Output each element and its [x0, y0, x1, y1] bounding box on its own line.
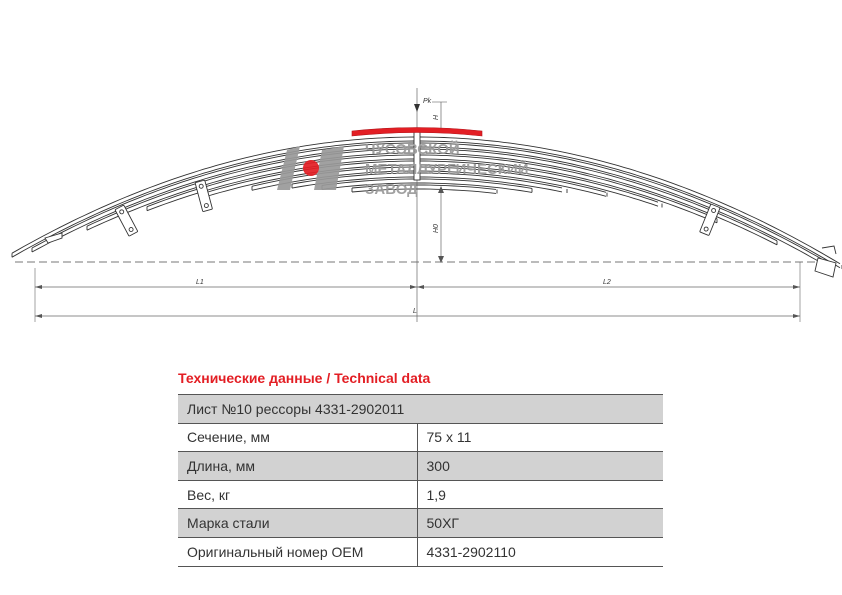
row-label: Марка стали [178, 509, 417, 538]
row-label: Сечение, мм [178, 423, 417, 452]
row-label: Длина, мм [178, 452, 417, 481]
table-row [178, 480, 663, 509]
l-arrow-left-icon [35, 314, 42, 318]
load-arrow-icon [414, 104, 420, 112]
table-row [178, 537, 663, 566]
row-value: 1,9 [417, 480, 663, 509]
technical-data-title: Технические данные / Technical data [178, 370, 431, 386]
logo-line-2: МЕТАЛЛУРГИЧЕСКИЙ [365, 161, 529, 178]
row-value: 300 [417, 452, 663, 481]
table-header-cell: Лист №10 рессоры 4331-2902011 [178, 395, 663, 424]
l-arrow-right-icon [793, 314, 800, 318]
l2-arrow-left-icon [417, 285, 424, 289]
logo-line-3: ЗАВОД [365, 181, 418, 198]
row-value: 50ХГ [417, 509, 663, 538]
l1-arrow-right-icon [410, 285, 417, 289]
row-label: Вес, кг [178, 480, 417, 509]
logo-line-1: ЧУСОВСКОЙ [365, 141, 460, 158]
table-row [178, 509, 663, 538]
logo-dot-icon [303, 160, 319, 176]
table-row [178, 423, 663, 452]
l1-arrow-left-icon [35, 285, 42, 289]
table-row [178, 452, 663, 481]
load-label: Pk [423, 98, 432, 105]
h-label: H [433, 114, 440, 120]
h0-label: H0 [433, 224, 440, 233]
spring-leaf-line [322, 179, 532, 188]
row-value: 4331-2902110 [417, 537, 663, 566]
row-value: 75 х 11 [417, 423, 663, 452]
l1-label: L1 [196, 279, 204, 286]
technical-data-table [178, 394, 663, 567]
row-label: Оригинальный номер OEM [178, 537, 417, 566]
l-label: L [413, 308, 417, 315]
table-header-row [178, 395, 663, 424]
l2-label: L2 [603, 279, 611, 286]
l2-arrow-right-icon [793, 285, 800, 289]
